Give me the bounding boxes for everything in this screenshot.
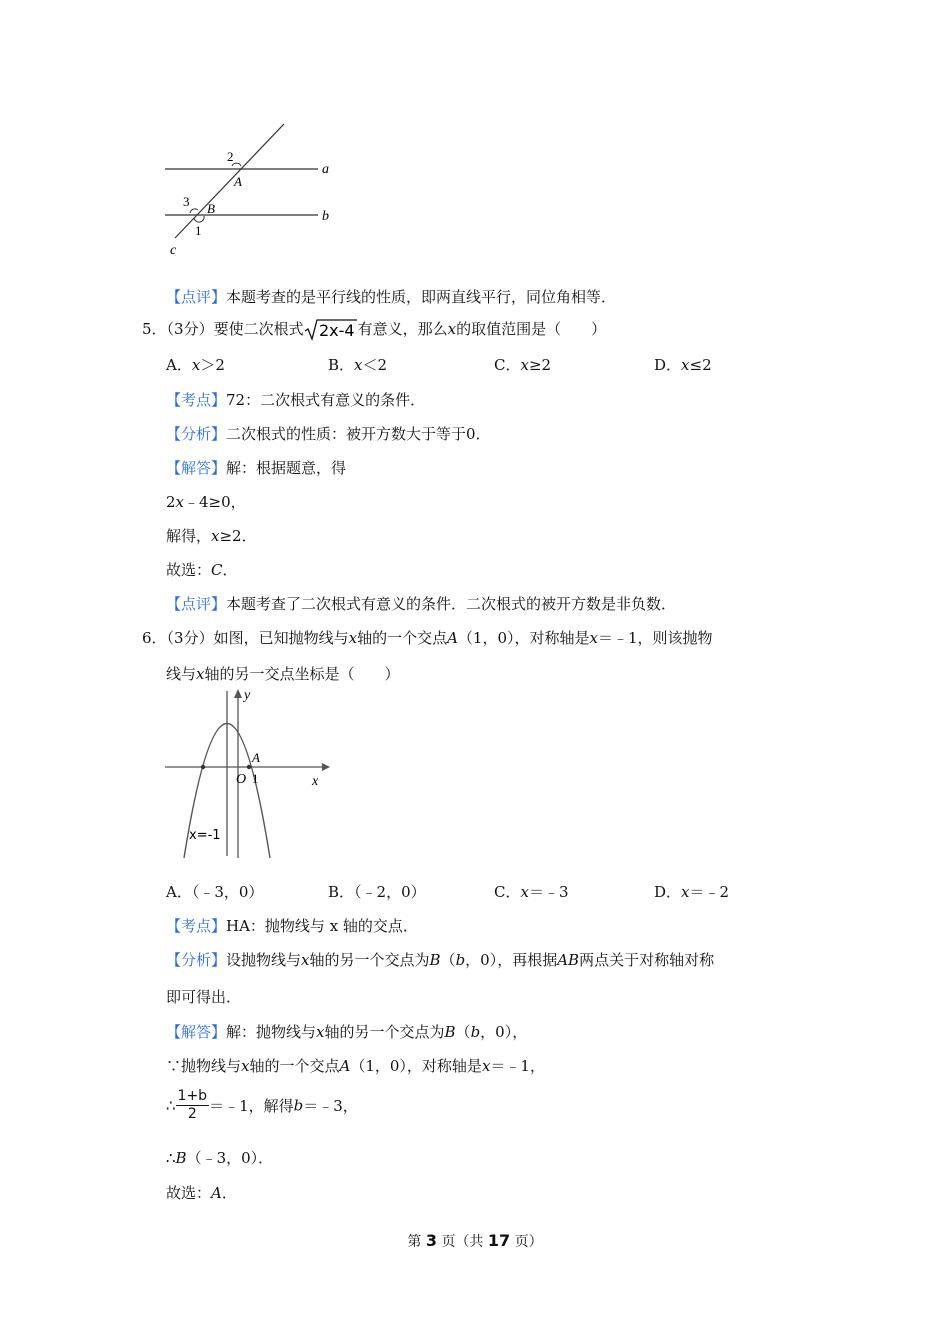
label-y: y — [244, 688, 251, 703]
label-angle-1: 1 — [195, 223, 202, 238]
q6-step4: ∴B（﹣3，0）． — [166, 1149, 274, 1167]
page-number: 3 — [425, 1231, 437, 1250]
label-line-b: b — [322, 209, 329, 224]
q5-review: 【点评】本题考查了二次根式有意义的条件．二次根式的被开方数是非负数． — [166, 595, 677, 613]
q6-step2: ∵抛物线与x轴的一个交点A（1，0），对称轴是x＝﹣1， — [166, 1057, 545, 1075]
q4-review — [166, 286, 616, 307]
point-left-intersection — [201, 765, 205, 769]
q6-stem-line1: 6．（3分）如图，已知抛物线与x轴的一个交点A（1，0），对称轴是x＝﹣1，则该抛物 — [142, 629, 713, 647]
q5-text-post: 的取值范围是（ ） — [456, 320, 607, 338]
q6-point: 【考点】HA：抛物线与 x 轴的交点． — [166, 917, 418, 935]
point-A — [247, 765, 251, 769]
q5-var: x — [447, 320, 457, 338]
label-angle-2: 2 — [227, 149, 234, 164]
q6-option-c[interactable]: C．x＝﹣3 — [494, 883, 569, 901]
sqrt-expression — [304, 318, 358, 342]
q5-choose: 故选：C． — [166, 561, 238, 579]
page-total: 17 — [487, 1231, 511, 1250]
q5-score: （3分） — [166, 320, 214, 338]
review-text: 本题考查的是平行线的性质，即两直线平行，同位角相等． — [226, 288, 617, 306]
q5-step1: 2x﹣4≥0， — [166, 493, 246, 511]
review-tag: 【点评】 — [166, 288, 227, 306]
q6-option-d[interactable]: D．x＝﹣2 — [654, 883, 730, 901]
q5-option-c[interactable]: C．x≥2 — [494, 356, 552, 374]
q5-point: 【考点】72：二次根式有意义的条件． — [166, 391, 426, 409]
label-point-A: A — [234, 174, 242, 189]
q6-step3: ∴ $\frac{1+b}{2}$ ＝﹣1，解得b＝﹣3， — [166, 1088, 358, 1122]
label-line-c: c — [170, 243, 177, 258]
label-1: 1 — [252, 771, 259, 786]
q6-stem-line2: 线与x轴的另一交点坐标是（ ） — [166, 665, 400, 683]
fraction: $\frac{1+b}{2}$ — [177, 1088, 208, 1122]
q5-step2: 解得，x≥2． — [166, 527, 257, 545]
label-A: A — [252, 750, 260, 765]
page-footer: 第 3 页（共 17 页） — [407, 1231, 543, 1250]
q6-choose: 故选：A． — [166, 1184, 237, 1202]
parabola-graph — [160, 686, 340, 862]
q6-option-b[interactable]: B．（﹣2，0） — [328, 883, 426, 901]
q5-text-pre: 要使二次根式 — [213, 320, 304, 338]
parallel-lines-figure — [160, 120, 350, 260]
q5-stem — [142, 318, 606, 342]
label-angle-3: 3 — [183, 194, 190, 209]
q5-analysis: 【分析】二次根式的性质：被开方数大于等于0． — [166, 425, 491, 443]
q5-solve: 【解答】解：根据题意，得 — [166, 459, 347, 477]
q5-number: 5． — [142, 320, 167, 338]
label-point-B: B — [207, 201, 215, 216]
radicand: 2x-4 — [318, 321, 355, 340]
q5-option-d[interactable]: D．x≤2 — [654, 356, 712, 374]
q6-option-a[interactable]: A．（﹣3，0） — [166, 883, 264, 901]
label-axis-equation: x=-1 — [189, 828, 221, 843]
q5-option-b[interactable]: B．x＜2 — [328, 356, 388, 374]
label-O: O — [236, 772, 247, 787]
line-c — [175, 124, 284, 238]
label-line-a: a — [322, 162, 329, 177]
q5-text-mid: 有意义，那么 — [357, 320, 448, 338]
q6-analysis: 【分析】设抛物线与x轴的另一个交点为B（b，0），再根据AB两点关于对称轴对称 — [166, 951, 715, 969]
label-x: x — [312, 774, 319, 789]
q5-option-a[interactable]: A．x＞2 — [166, 356, 225, 374]
q6-solve: 【解答】解：抛物线与x轴的另一个交点为B（b，0）， — [166, 1023, 528, 1041]
q6-analysis-line2: 即可得出． — [166, 988, 242, 1006]
